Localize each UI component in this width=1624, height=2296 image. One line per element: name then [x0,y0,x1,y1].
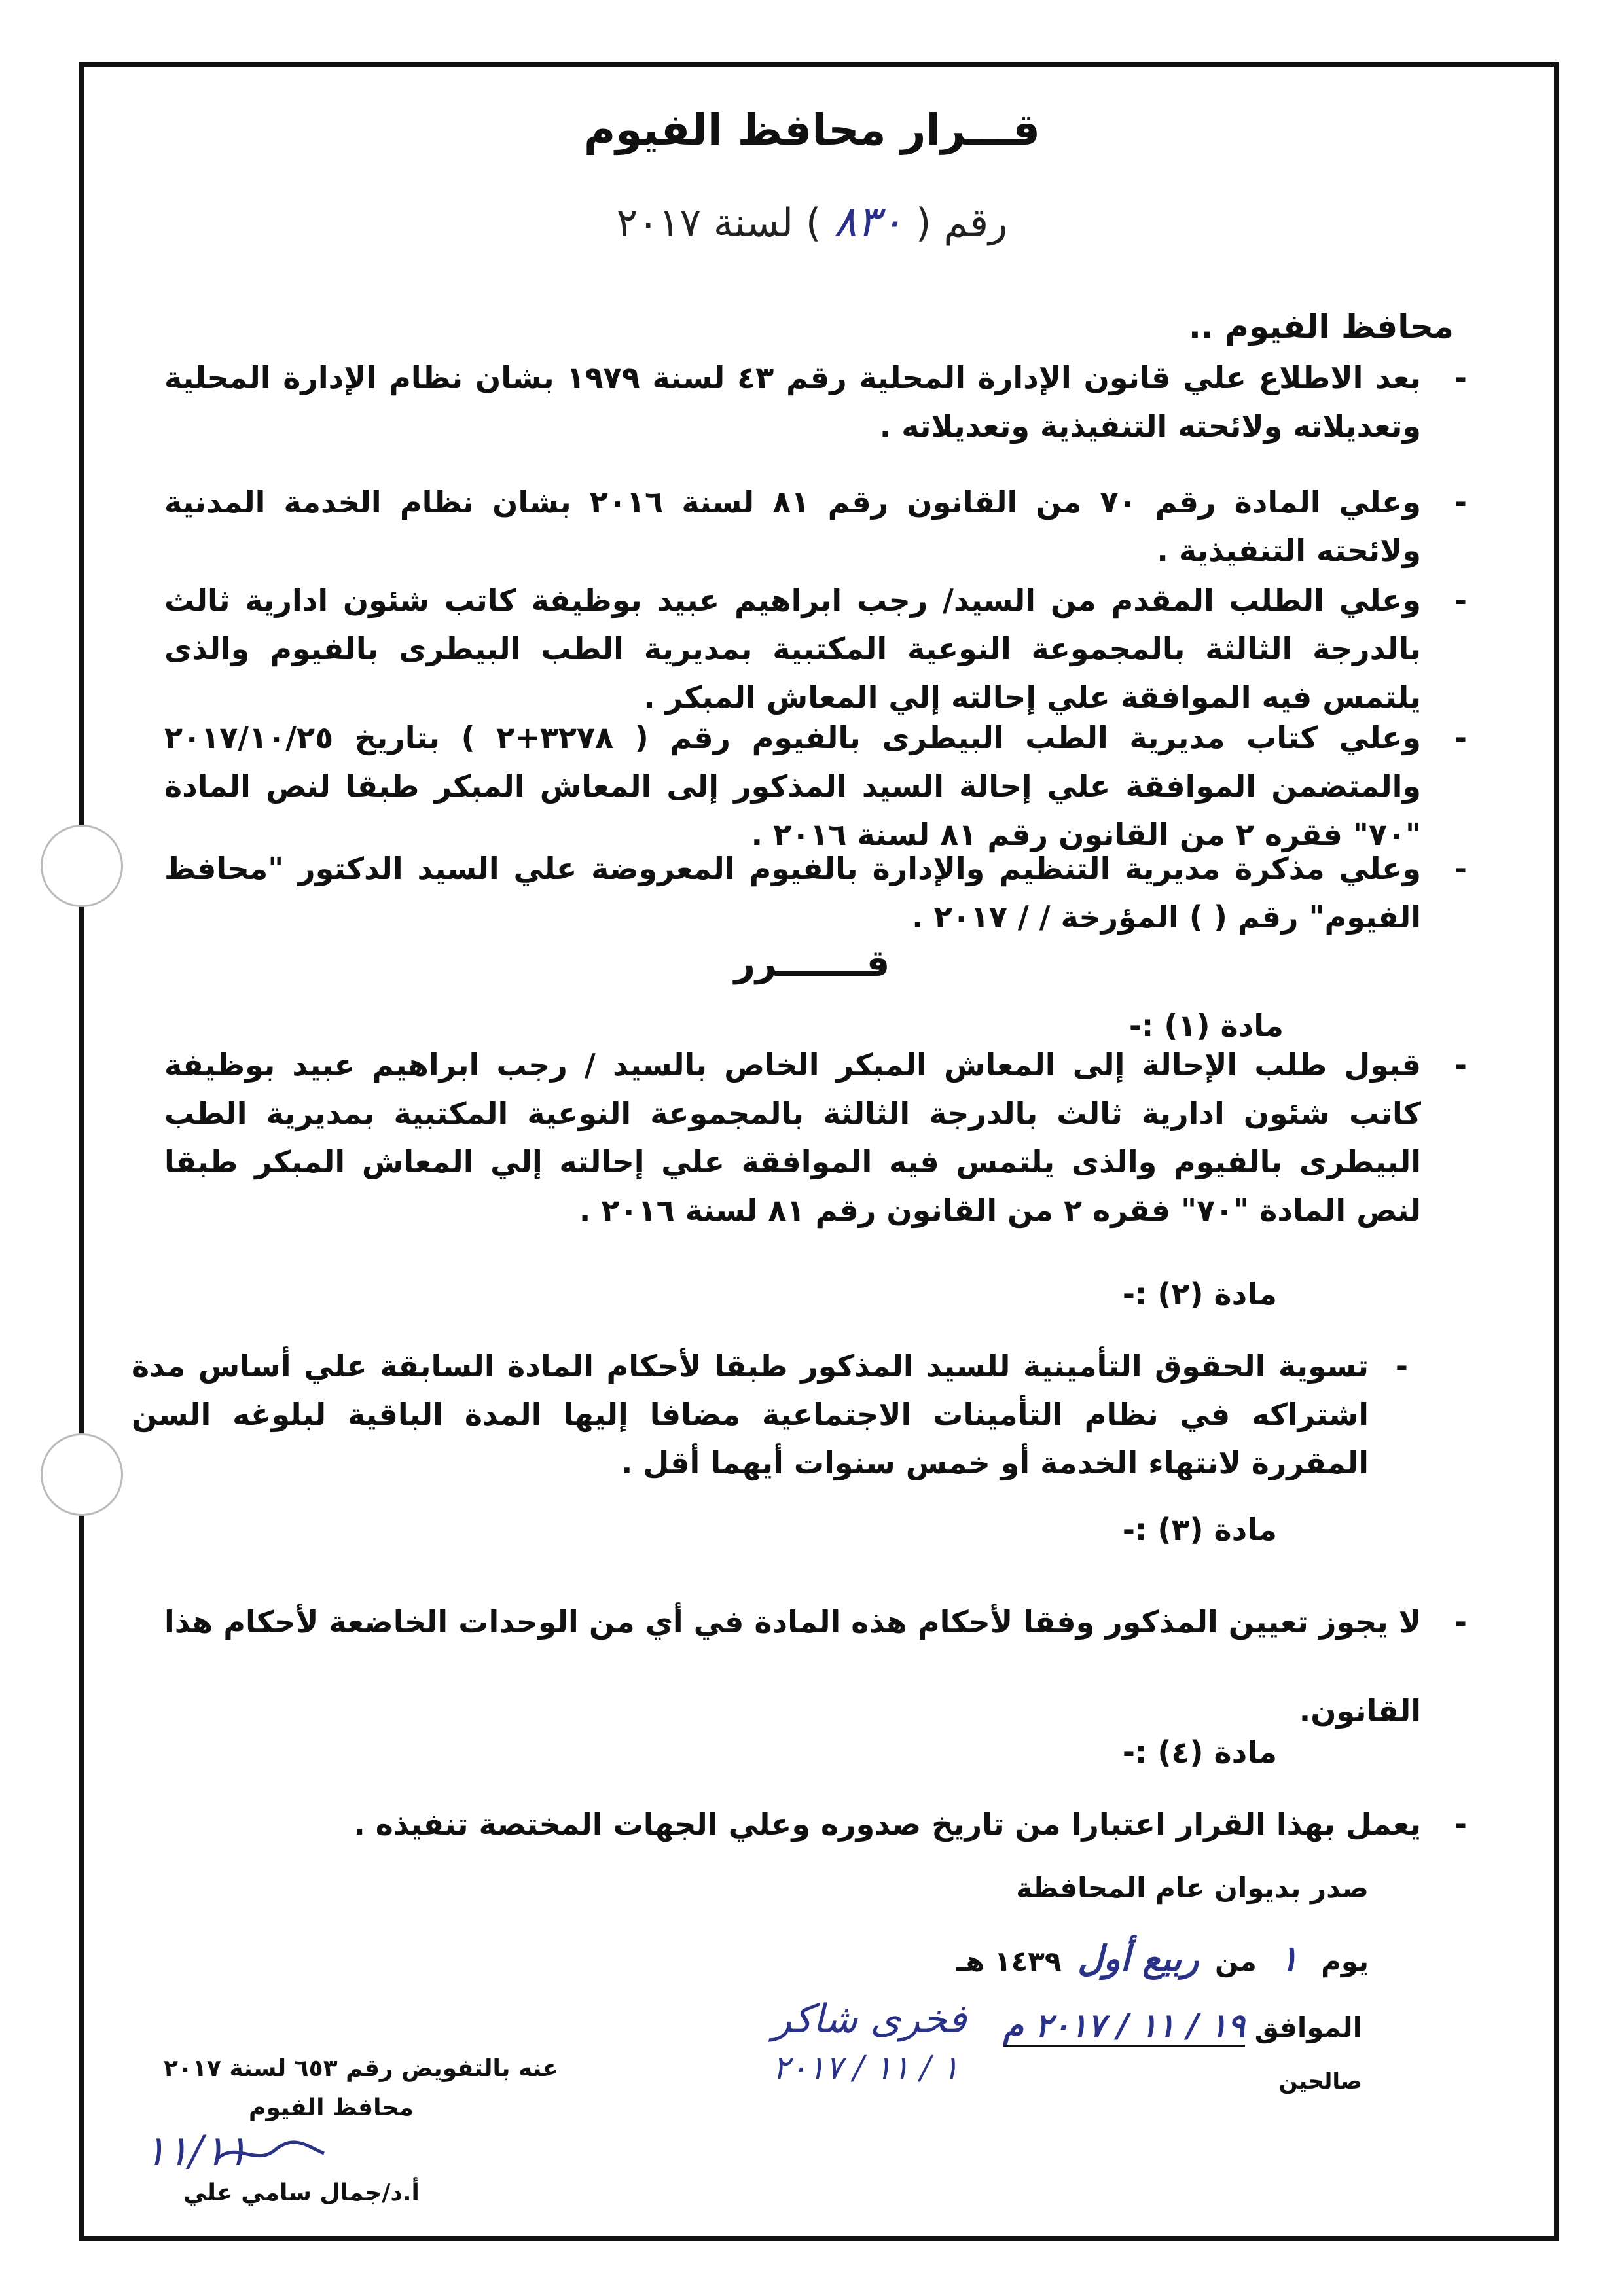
article-text: - قبول طلب الإحالة إلى المعاش المبكر الخاص بالسيد / رجب ابراهيم عبيد بوظيفة كاتب شئون ادارية ثالث بالدرجة الثالثة بالمجموعة النوعية المكتبية بمديرية الطب البيطرى بالفيوم والذى يلتمس فيه الموافقة علي إحالته إلي المعاش المبكر طبقا لنص المادة "٧٠" فقره ٢ من القانون رقم ٨١ لسنة ٢٠١٦ . [164,1041,1421,1234]
bullet-dash: - [1395,1348,1408,1384]
bullet-dash: - [1454,484,1467,520]
punch-hole [41,1433,123,1516]
handwritten-date: ١ / ١١ / ٢٠١٧ [772,2049,960,2087]
article-heading: مادة (١) :- [1128,1008,1284,1043]
preamble-item: - وعلي مذكرة مديرية التنظيم والإدارة بالفيوم المعروضة علي السيد الدكتور "محافظ الفيوم" رقم ( ) المؤرخة / / ٢٠١٧ . [164,844,1421,941]
preamble-item: - وعلي الطلب المقدم من السيد/ رجب ابراهيم عبيد بوظيفة كاتب شئون ادارية ثالث بالدرجة الثالثة بالمجموعة النوعية المكتبية بمديرية الطب البيطرى بالفيوم والذى يلتمس فيه الموافقة علي إحالته إلي المعاش المبكر . [164,576,1421,721]
handwritten-signature: فخرى شاكر [772,1996,967,2042]
preamble-item: - بعد الاطلاع علي قانون الإدارة المحلية رقم ٤٣ لسنة ١٩٧٩ بشان نظام الإدارة المحلية وتعديلاته ولائحته التنفيذية وتعديلاته . [164,353,1421,450]
article-heading: مادة (٤) :- [1122,1734,1277,1770]
hijri-date: يوم ١ من ربيع أول ١٤٣٩ هـ [956,1937,1369,1979]
delegation-signature [209,2134,327,2173]
decree-number-handwritten: ٨٣٠ [833,196,903,247]
governor-heading: محافظ الفيوم .. [1188,308,1454,346]
punch-hole [41,825,123,907]
article-heading: مادة (٣) :- [1122,1512,1277,1547]
delegation-governor: محافظ الفيوم [249,2094,414,2121]
bullet-dash: - [1454,583,1467,618]
preamble-item: - وعلي المادة رقم ٧٠ من القانون رقم ٨١ لسنة ٢٠١٦ بشان نظام الخدمة المدنية ولائحته التنفيذية . [164,478,1421,575]
signatory-name: صالحين [1278,2068,1362,2094]
bullet-dash: - [1454,1806,1467,1842]
article-text: - لا يجوز تعيين المذكور وفقا لأحكام هذه المادة في أي من الوحدات الخاضعة لأحكام هذا القانون. [164,1577,1421,1755]
article-text: - يعمل بهذا القرار اعتبارا من تاريخ صدوره وعلي الجهات المختصة تنفيذه . [164,1800,1421,1848]
document-title: قـــرار محافظ الفيوم [583,105,1041,155]
article-heading: مادة (٢) :- [1122,1276,1277,1312]
bullet-dash: - [1454,1047,1467,1083]
delegation-name: أ.د/جمال سامي علي [183,2179,420,2206]
article-text: - تسوية الحقوق التأمينية للسيد المذكور طبقا لأحكام المادة السابقة علي أساس مدة اشتراكه في نظام التأمينات الاجتماعية مضافا إليها المدة الباقية لبلوغه السن المقررة لانتهاء الخدمة أو خمس سنوات أيهما أقل . [132,1342,1369,1487]
delegation-hand-date: ١١/١١ [144,2127,249,2176]
gregorian-date: الموافق ١٩ / ١١ / ٢٠١٧ م [1003,2006,1362,2045]
bullet-dash: - [1454,360,1467,395]
decision-heading: قـــــــرر [734,942,890,985]
bullet-dash: - [1454,1604,1467,1640]
decree-number: رقم ( ٨٣٠ ) لسنة ٢٠١٧ [616,196,1008,247]
bullet-dash: - [1454,720,1467,755]
bullet-dash: - [1454,851,1467,886]
delegation-line: عنه بالتفويض رقم ٦٥٣ لسنة ٢٠١٧ [164,2055,559,2082]
preamble-item: - وعلي كتاب مديرية الطب البيطرى بالفيوم رقم ( ٣٢٧٨+٢ ) بتاريخ ٢٠١٧/١٠/٢٥ والمتضمن الموافقة علي إحالة السيد المذكور إلى المعاش المبكر طبقا لنص المادة "٧٠" فقره ٢ من القانون رقم ٨١ لسنة ٢٠١٦ . [164,713,1421,859]
issuance-place: صدر بديوان عام المحافظة [1016,1872,1369,1904]
